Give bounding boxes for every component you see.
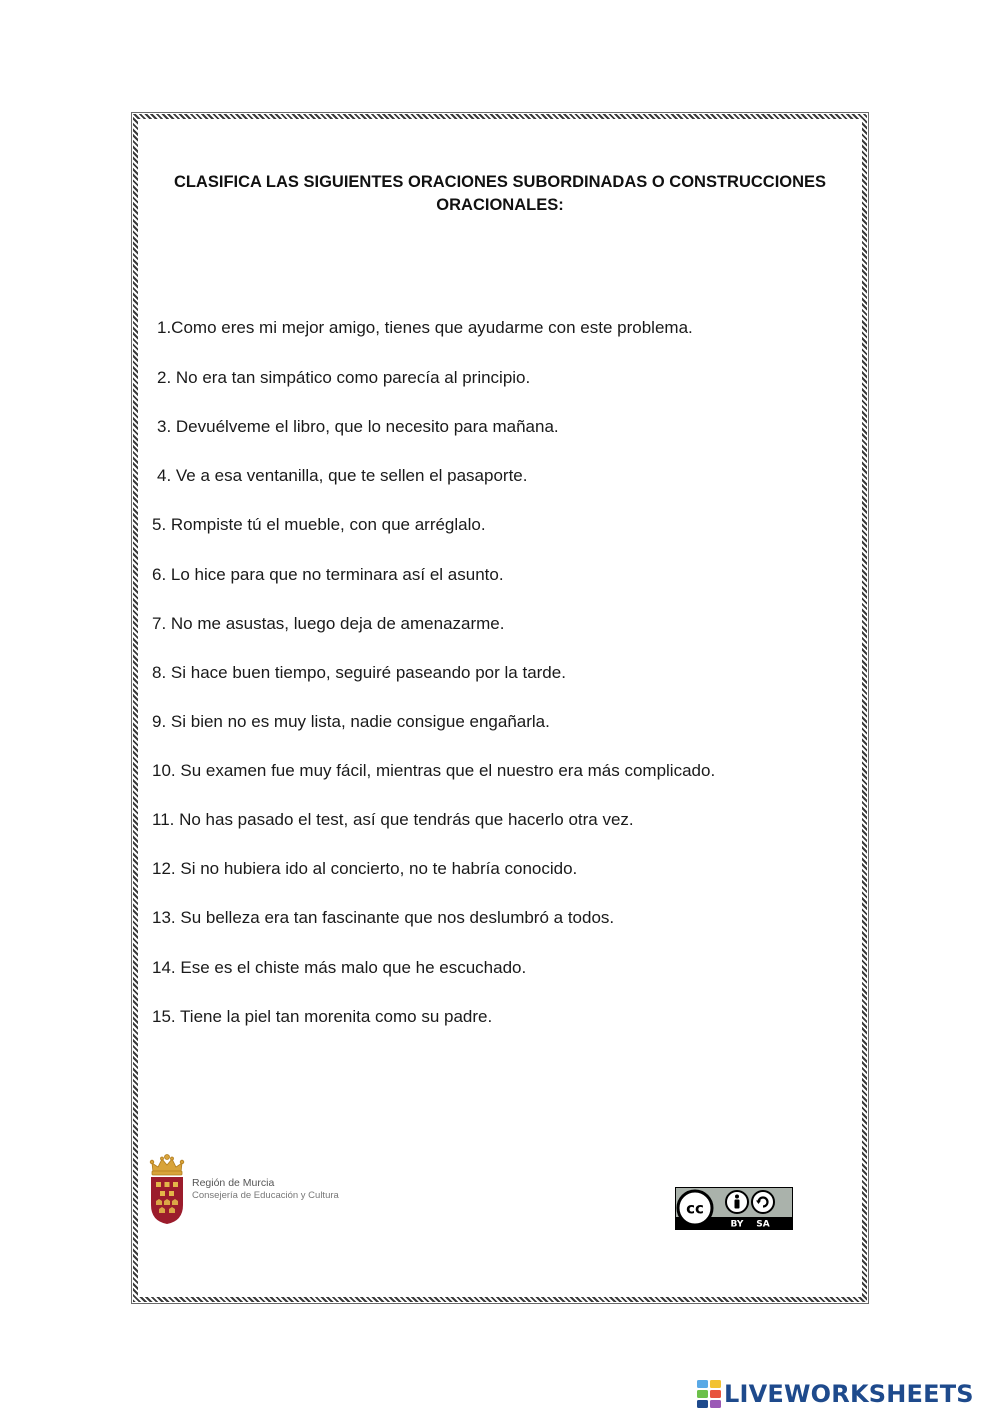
creative-commons-by-sa-icon (675, 1187, 793, 1230)
sentence-11: 11. No has pasado el test, así que tendrás que hacerlo otra vez. (152, 810, 634, 829)
region-murcia-logo (148, 1153, 348, 1228)
worksheet-title: CLASIFICA LAS SIGUIENTES ORACIONES SUBORDINADAS O CONSTRUCCIONES ORACIONALES: (173, 173, 827, 214)
sentence-15: 15. Tiene la piel tan morenita como su padre. (152, 1007, 493, 1026)
liveworksheets-brand (697, 1377, 974, 1411)
sentence-14: 14. Ese es el chiste más malo que he escuchado. (152, 958, 527, 977)
attribution-person-icon (735, 1195, 739, 1199)
sentence-1: 1.Como eres mi mejor amigo, tienes que ayudarme con este problema. (157, 318, 693, 337)
sentence-12: 12. Si no hubiera ido al concierto, no te habría conocido. (152, 859, 578, 878)
sentence-8: 8. Si hace buen tiempo, seguiré paseando por la tarde. (152, 663, 566, 682)
sentence-6: 6. Lo hice para que no terminara así el asunto. (152, 565, 504, 584)
cc-label: cc (686, 1199, 704, 1218)
sentence-9: 9. Si bien no es muy lista, nadie consigue engañarla. (152, 712, 550, 731)
sentence-2: 2. No era tan simpático como parecía al principio. (157, 368, 531, 387)
region-name: Región de Murcia (192, 1177, 275, 1189)
department-name: Consejería de Educación y Cultura (192, 1190, 339, 1201)
sentence-5: 5. Rompiste tú el mueble, con que arréglalo. (152, 515, 486, 534)
liveworksheets-wordmark: LIVEWORKSHEETS (724, 1380, 974, 1408)
by-label: BY (730, 1219, 744, 1230)
sentence-13: 13. Su belleza era tan fascinante que nos deslumbró a todos. (152, 908, 615, 927)
sentence-3: 3. Devuélveme el libro, que lo necesito para mañana. (157, 417, 559, 436)
region-murcia-crest-icon (148, 1153, 186, 1225)
sentence-10: 10. Su examen fue muy fácil, mientras que el nuestro era más complicado. (152, 761, 716, 780)
sentence-7: 7. No me asustas, luego deja de amenazarme. (152, 614, 505, 633)
sentence-4: 4. Ve a esa ventanilla, que te sellen el pasaporte. (157, 466, 528, 485)
sa-label: SA (756, 1219, 770, 1230)
page-border (133, 114, 867, 1302)
liveworksheets-logo-icon (697, 1380, 721, 1408)
